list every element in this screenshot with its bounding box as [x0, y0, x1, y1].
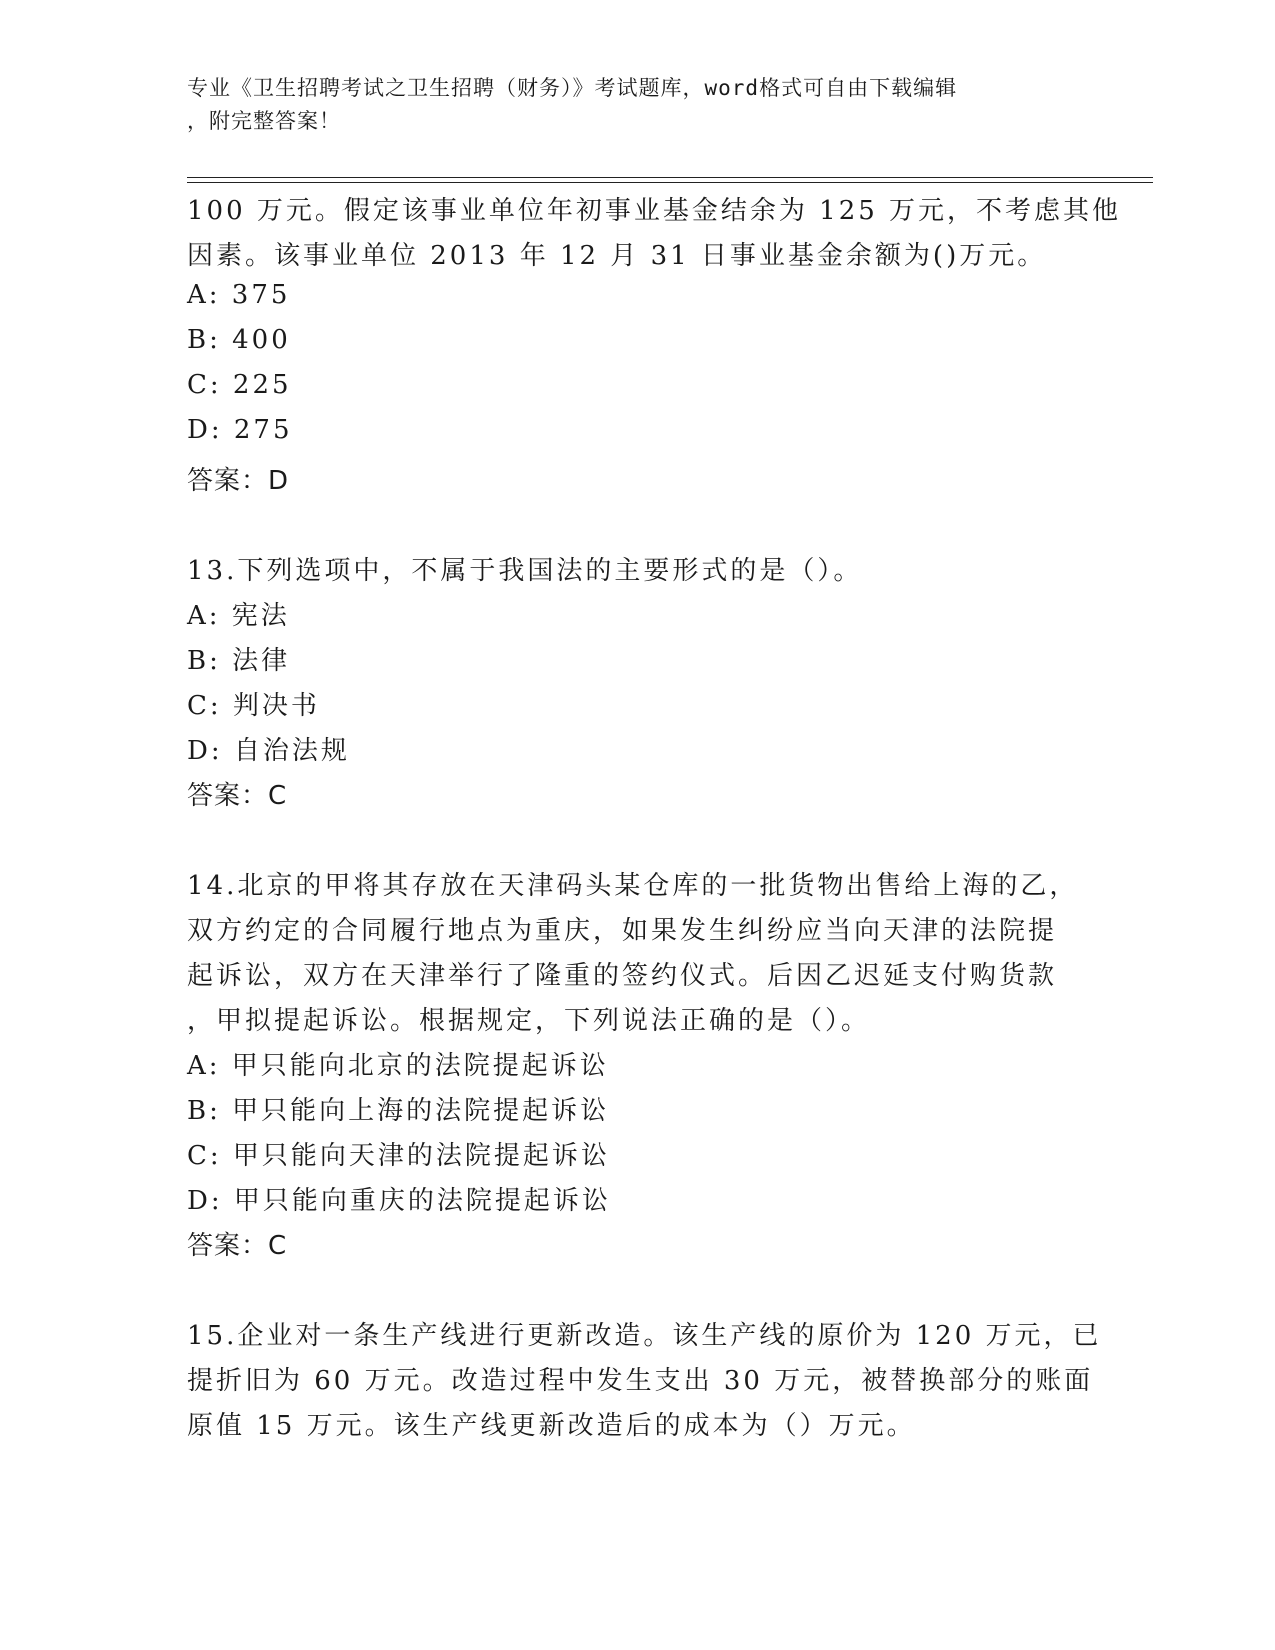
q13-option-d: D: 自治法规 — [187, 736, 350, 766]
q12-option-c: C: 225 — [187, 370, 292, 400]
q14-stem-line-1: 14.北京的甲将其存放在天津码头某仓库的一批货物出售给上海的乙， — [187, 871, 1079, 901]
header-divider-top — [187, 177, 1153, 178]
q12-option-a: A: 375 — [187, 280, 291, 310]
q13-option-a: A: 宪法 — [187, 601, 290, 631]
q14-option-c: C: 甲只能向天津的法院提起诉讼 — [187, 1141, 610, 1171]
q14-stem-line-3: 起诉讼，双方在天津举行了隆重的签约仪式。后因乙迟延支付购货款 — [187, 961, 1058, 991]
q13-option-c: C: 判决书 — [187, 691, 320, 721]
q14-stem-line-4: ，甲拟提起诉讼。根据规定，下列说法正确的是（）。 — [187, 1006, 871, 1036]
q13-answer: 答案：C — [187, 781, 288, 811]
header-line-1: 专业《卫生招聘考试之卫生招聘（财务）》考试题库，word格式可自由下载编辑 — [187, 76, 958, 100]
q12-option-b: B: 400 — [187, 325, 291, 355]
q13-stem-line-1: 13.下列选项中，不属于我国法的主要形式的是（）。 — [187, 556, 863, 586]
q14-stem-line-2: 双方约定的合同履行地点为重庆，如果发生纠纷应当向天津的法院提 — [187, 916, 1058, 946]
q14-option-d: D: 甲只能向重庆的法院提起诉讼 — [187, 1186, 611, 1216]
q15-stem-line-1: 15.企业对一条生产线进行更新改造。该生产线的原价为 120 万元，已 — [187, 1321, 1102, 1351]
q14-option-b: B: 甲只能向上海的法院提起诉讼 — [187, 1096, 610, 1126]
header-line-2: ，附完整答案！ — [187, 109, 341, 133]
q12-option-d: D: 275 — [187, 415, 293, 445]
q12-stem-line-1: 100 万元。假定该事业单位年初事业基金结余为 125 万元，不考虑其他 — [187, 196, 1122, 226]
q12-stem-line-2: 因素。该事业单位 2013 年 12 月 31 日事业基金余额为()万元。 — [187, 241, 1047, 271]
q15-stem-line-2: 提折旧为 60 万元。改造过程中发生支出 30 万元，被替换部分的账面 — [187, 1366, 1094, 1396]
header-divider-bottom — [187, 182, 1153, 183]
q14-option-a: A: 甲只能向北京的法院提起诉讼 — [187, 1051, 609, 1081]
q12-answer: 答案：D — [187, 466, 290, 496]
q15-stem-line-3: 原值 15 万元。该生产线更新改造后的成本为（）万元。 — [187, 1411, 916, 1441]
q14-answer: 答案：C — [187, 1231, 288, 1261]
document-header — [187, 72, 1087, 138]
q13-option-b: B: 法律 — [187, 646, 291, 676]
